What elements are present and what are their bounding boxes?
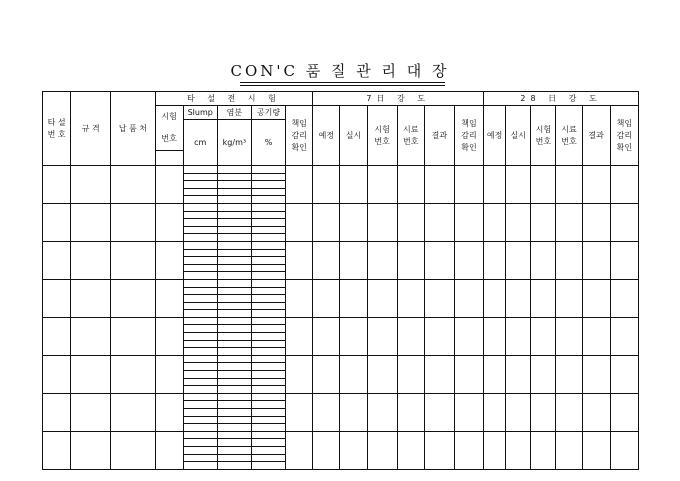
cell-data[interactable] xyxy=(556,203,582,241)
cell-data[interactable] xyxy=(610,279,638,317)
cell-data[interactable] xyxy=(531,166,556,204)
ledger-subrow xyxy=(43,431,639,439)
cell-data[interactable] xyxy=(286,431,313,469)
cell-slump[interactable] xyxy=(183,340,217,348)
title-underline-double xyxy=(240,85,445,86)
cell-salt[interactable] xyxy=(217,401,251,409)
header-28-specimen-no: 시료 번호 xyxy=(556,106,582,166)
cell-spec[interactable] xyxy=(71,203,111,241)
cell-data[interactable] xyxy=(454,166,483,204)
cell-data[interactable] xyxy=(484,393,506,431)
header-28-test-no: 시험 번호 xyxy=(531,106,556,166)
cell-salt[interactable] xyxy=(217,310,251,318)
cell-test-no[interactable] xyxy=(155,317,183,355)
header-pre-pour-test: 타 설 전 시 험 xyxy=(155,92,313,106)
cell-data[interactable] xyxy=(397,166,424,204)
cell-supplier[interactable] xyxy=(111,393,155,431)
cell-spec[interactable] xyxy=(71,241,111,279)
cell-salt[interactable] xyxy=(217,454,251,462)
cell-slump[interactable] xyxy=(183,431,217,439)
cell-slump[interactable] xyxy=(183,348,217,356)
cell-data[interactable] xyxy=(397,355,424,393)
header-7-specimen-no: 시료 번호 xyxy=(397,106,424,166)
cell-data[interactable] xyxy=(556,355,582,393)
cell-data[interactable] xyxy=(397,317,424,355)
cell-salt[interactable] xyxy=(217,264,251,272)
cell-data[interactable] xyxy=(424,431,454,469)
header-28-actual: 실시 xyxy=(506,106,531,166)
cell-data[interactable] xyxy=(286,203,313,241)
cell-salt[interactable] xyxy=(217,203,251,211)
cell-data[interactable] xyxy=(340,431,367,469)
cell-salt[interactable] xyxy=(217,287,251,295)
cell-air[interactable] xyxy=(251,393,285,401)
cell-data[interactable] xyxy=(506,279,531,317)
cell-salt[interactable] xyxy=(217,196,251,204)
cell-slump[interactable] xyxy=(183,378,217,386)
header-7-actual: 실시 xyxy=(340,106,367,166)
header-spacer xyxy=(155,151,183,166)
cell-spec[interactable] xyxy=(71,393,111,431)
cell-data[interactable] xyxy=(340,241,367,279)
cell-data[interactable] xyxy=(531,279,556,317)
header-28-planned: 예정 xyxy=(484,106,506,166)
header-test-no: 시험 번호 xyxy=(155,106,183,151)
cell-spec[interactable] xyxy=(71,317,111,355)
cell-data[interactable] xyxy=(610,203,638,241)
cell-air[interactable] xyxy=(251,166,285,174)
cell-data[interactable] xyxy=(556,241,582,279)
cell-data[interactable] xyxy=(582,166,610,204)
cell-data[interactable] xyxy=(340,393,367,431)
header-salt-unit: kg/m³ xyxy=(217,120,251,166)
cell-data[interactable] xyxy=(340,317,367,355)
header-air-unit: % xyxy=(251,120,285,166)
header-air: 공기량 xyxy=(251,106,285,120)
cell-pour-no[interactable] xyxy=(43,203,71,241)
cell-data[interactable] xyxy=(610,241,638,279)
cell-salt[interactable] xyxy=(217,355,251,363)
cell-air[interactable] xyxy=(251,340,285,348)
ledger-subrow xyxy=(43,279,639,287)
cell-air[interactable] xyxy=(251,371,285,379)
cell-data[interactable] xyxy=(367,279,397,317)
cell-air[interactable] xyxy=(251,386,285,394)
cell-air[interactable] xyxy=(251,439,285,447)
cell-slump[interactable] xyxy=(183,234,217,242)
cell-air[interactable] xyxy=(251,287,285,295)
cell-data[interactable] xyxy=(454,203,483,241)
cell-data[interactable] xyxy=(286,355,313,393)
header-slump: Slump xyxy=(183,106,217,120)
cell-data[interactable] xyxy=(340,203,367,241)
cell-spec[interactable] xyxy=(71,355,111,393)
header-7day-strength: 7日 강 도 xyxy=(313,92,484,106)
cell-data[interactable] xyxy=(556,279,582,317)
cell-salt[interactable] xyxy=(217,439,251,447)
cell-data[interactable] xyxy=(313,166,340,204)
cell-data[interactable] xyxy=(484,355,506,393)
cell-data[interactable] xyxy=(484,431,506,469)
cell-data[interactable] xyxy=(286,393,313,431)
cell-salt[interactable] xyxy=(217,340,251,348)
cell-air[interactable] xyxy=(251,257,285,265)
title-underline xyxy=(240,82,445,83)
cell-slump[interactable] xyxy=(183,196,217,204)
cell-data[interactable] xyxy=(313,355,340,393)
cell-data[interactable] xyxy=(484,241,506,279)
cell-salt[interactable] xyxy=(217,462,251,470)
cell-slump[interactable] xyxy=(183,317,217,325)
cell-data[interactable] xyxy=(556,317,582,355)
cell-data[interactable] xyxy=(556,393,582,431)
ledger-subrow xyxy=(43,393,639,401)
cell-supplier[interactable] xyxy=(111,203,155,241)
cell-data[interactable] xyxy=(454,279,483,317)
cell-salt[interactable] xyxy=(217,234,251,242)
cell-slump[interactable] xyxy=(183,241,217,249)
cell-data[interactable] xyxy=(424,203,454,241)
cell-slump[interactable] xyxy=(183,401,217,409)
cell-air[interactable] xyxy=(251,416,285,424)
header-28-result: 결과 xyxy=(582,106,610,166)
cell-slump[interactable] xyxy=(183,424,217,432)
cell-salt[interactable] xyxy=(217,386,251,394)
cell-slump[interactable] xyxy=(183,166,217,174)
cell-air[interactable] xyxy=(251,462,285,470)
cell-slump[interactable] xyxy=(183,257,217,265)
cell-data[interactable] xyxy=(397,279,424,317)
cell-air[interactable] xyxy=(251,264,285,272)
cell-slump[interactable] xyxy=(183,355,217,363)
cell-data[interactable] xyxy=(340,279,367,317)
cell-data[interactable] xyxy=(367,241,397,279)
cell-data[interactable] xyxy=(484,279,506,317)
cell-salt[interactable] xyxy=(217,317,251,325)
cell-data[interactable] xyxy=(424,279,454,317)
cell-data[interactable] xyxy=(454,355,483,393)
cell-air[interactable] xyxy=(251,317,285,325)
cell-air[interactable] xyxy=(251,295,285,303)
cell-data[interactable] xyxy=(313,279,340,317)
ledger-subrow xyxy=(43,241,639,249)
cell-air[interactable] xyxy=(251,188,285,196)
ledger-subrow xyxy=(43,166,639,174)
cell-test-no[interactable] xyxy=(155,203,183,241)
cell-salt[interactable] xyxy=(217,416,251,424)
cell-slump[interactable] xyxy=(183,264,217,272)
cell-data[interactable] xyxy=(340,355,367,393)
cell-data[interactable] xyxy=(313,431,340,469)
header-7-confirm: 책임 감리 확인 xyxy=(454,106,483,166)
cell-salt[interactable] xyxy=(217,226,251,234)
cell-data[interactable] xyxy=(286,241,313,279)
cell-data[interactable] xyxy=(424,355,454,393)
quality-ledger-table xyxy=(42,91,639,470)
cell-salt[interactable] xyxy=(217,295,251,303)
ledger-subrow xyxy=(43,317,639,325)
cell-salt[interactable] xyxy=(217,431,251,439)
cell-data[interactable] xyxy=(424,166,454,204)
cell-slump[interactable] xyxy=(183,446,217,454)
cell-salt[interactable] xyxy=(217,173,251,181)
cell-data[interactable] xyxy=(484,166,506,204)
cell-slump[interactable] xyxy=(183,226,217,234)
cell-data[interactable] xyxy=(340,166,367,204)
cell-air[interactable] xyxy=(251,431,285,439)
cell-slump[interactable] xyxy=(183,203,217,211)
cell-air[interactable] xyxy=(251,279,285,287)
cell-air[interactable] xyxy=(251,378,285,386)
cell-slump[interactable] xyxy=(183,211,217,219)
cell-test-no[interactable] xyxy=(155,241,183,279)
cell-slump[interactable] xyxy=(183,416,217,424)
cell-slump[interactable] xyxy=(183,295,217,303)
header-7-test-no: 시험 번호 xyxy=(367,106,397,166)
cell-data[interactable] xyxy=(582,355,610,393)
cell-salt[interactable] xyxy=(217,333,251,341)
header-salt: 염분 xyxy=(217,106,251,120)
cell-supplier[interactable] xyxy=(111,279,155,317)
cell-test-no[interactable] xyxy=(155,431,183,469)
cell-data[interactable] xyxy=(610,317,638,355)
cell-air[interactable] xyxy=(251,325,285,333)
header-slump-unit: cm xyxy=(183,120,217,166)
cell-data[interactable] xyxy=(367,166,397,204)
cell-salt[interactable] xyxy=(217,393,251,401)
header-spec: 규 격 xyxy=(71,92,111,166)
cell-test-no[interactable] xyxy=(155,166,183,204)
cell-air[interactable] xyxy=(251,196,285,204)
cell-slump[interactable] xyxy=(183,272,217,280)
cell-pour-no[interactable] xyxy=(43,431,71,469)
cell-air[interactable] xyxy=(251,424,285,432)
cell-salt[interactable] xyxy=(217,348,251,356)
cell-data[interactable] xyxy=(313,393,340,431)
cell-data[interactable] xyxy=(397,241,424,279)
cell-salt[interactable] xyxy=(217,188,251,196)
cell-data[interactable] xyxy=(506,355,531,393)
header-pour-no: 타 설 번 호 xyxy=(43,92,71,166)
cell-pour-no[interactable] xyxy=(43,355,71,393)
cell-data[interactable] xyxy=(506,431,531,469)
cell-salt[interactable] xyxy=(217,257,251,265)
cell-data[interactable] xyxy=(397,431,424,469)
cell-data[interactable] xyxy=(397,203,424,241)
cell-slump[interactable] xyxy=(183,409,217,417)
cell-pour-no[interactable] xyxy=(43,393,71,431)
cell-data[interactable] xyxy=(582,393,610,431)
cell-slump[interactable] xyxy=(183,454,217,462)
header-7-result: 결과 xyxy=(424,106,454,166)
cell-supplier[interactable] xyxy=(111,431,155,469)
cell-air[interactable] xyxy=(251,310,285,318)
cell-data[interactable] xyxy=(367,355,397,393)
cell-slump[interactable] xyxy=(183,462,217,470)
cell-salt[interactable] xyxy=(217,181,251,189)
cell-data[interactable] xyxy=(397,393,424,431)
cell-test-no[interactable] xyxy=(155,279,183,317)
cell-salt[interactable] xyxy=(217,241,251,249)
cell-data[interactable] xyxy=(424,241,454,279)
cell-air[interactable] xyxy=(251,333,285,341)
cell-air[interactable] xyxy=(251,241,285,249)
cell-salt[interactable] xyxy=(217,424,251,432)
cell-salt[interactable] xyxy=(217,272,251,280)
cell-data[interactable] xyxy=(506,166,531,204)
cell-data[interactable] xyxy=(506,241,531,279)
cell-pour-no[interactable] xyxy=(43,166,71,204)
header-28-confirm: 책임 감리 확인 xyxy=(610,106,638,166)
cell-air[interactable] xyxy=(251,363,285,371)
cell-salt[interactable] xyxy=(217,363,251,371)
cell-air[interactable] xyxy=(251,302,285,310)
cell-spec[interactable] xyxy=(71,279,111,317)
ledger-subrow xyxy=(43,203,639,211)
ledger-subrow xyxy=(43,355,639,363)
cell-data[interactable] xyxy=(531,393,556,431)
header-supplier: 납 품 처 xyxy=(111,92,155,166)
cell-slump[interactable] xyxy=(183,386,217,394)
document-title: CON'C 품 질 관 리 대 장 xyxy=(230,62,450,80)
cell-data[interactable] xyxy=(313,317,340,355)
cell-salt[interactable] xyxy=(217,302,251,310)
cell-data[interactable] xyxy=(582,203,610,241)
cell-slump[interactable] xyxy=(183,279,217,287)
cell-supplier[interactable] xyxy=(111,241,155,279)
cell-slump[interactable] xyxy=(183,249,217,257)
cell-data[interactable] xyxy=(531,317,556,355)
header-7-planned: 예정 xyxy=(313,106,340,166)
cell-air[interactable] xyxy=(251,454,285,462)
cell-data[interactable] xyxy=(582,279,610,317)
cell-data[interactable] xyxy=(367,393,397,431)
cell-data[interactable] xyxy=(531,203,556,241)
cell-data[interactable] xyxy=(556,166,582,204)
cell-data[interactable] xyxy=(454,317,483,355)
cell-salt[interactable] xyxy=(217,219,251,227)
cell-data[interactable] xyxy=(424,317,454,355)
cell-pour-no[interactable] xyxy=(43,317,71,355)
cell-slump[interactable] xyxy=(183,439,217,447)
cell-air[interactable] xyxy=(251,272,285,280)
cell-data[interactable] xyxy=(531,241,556,279)
cell-air[interactable] xyxy=(251,249,285,257)
cell-data[interactable] xyxy=(424,393,454,431)
cell-data[interactable] xyxy=(582,317,610,355)
cell-slump[interactable] xyxy=(183,188,217,196)
cell-salt[interactable] xyxy=(217,279,251,287)
cell-data[interactable] xyxy=(286,279,313,317)
cell-data[interactable] xyxy=(531,431,556,469)
cell-data[interactable] xyxy=(286,166,313,204)
cell-salt[interactable] xyxy=(217,378,251,386)
header-28day-strength: 28 日 강 도 xyxy=(484,92,639,106)
cell-data[interactable] xyxy=(506,203,531,241)
cell-slump[interactable] xyxy=(183,173,217,181)
cell-air[interactable] xyxy=(251,446,285,454)
cell-data[interactable] xyxy=(556,431,582,469)
cell-air[interactable] xyxy=(251,181,285,189)
cell-data[interactable] xyxy=(531,355,556,393)
cell-data[interactable] xyxy=(484,203,506,241)
cell-salt[interactable] xyxy=(217,166,251,174)
cell-pour-no[interactable] xyxy=(43,279,71,317)
cell-slump[interactable] xyxy=(183,333,217,341)
cell-data[interactable] xyxy=(506,317,531,355)
cell-data[interactable] xyxy=(610,431,638,469)
cell-data[interactable] xyxy=(286,317,313,355)
cell-salt[interactable] xyxy=(217,409,251,417)
cell-salt[interactable] xyxy=(217,371,251,379)
cell-data[interactable] xyxy=(313,241,340,279)
cell-data[interactable] xyxy=(610,166,638,204)
cell-slump[interactable] xyxy=(183,219,217,227)
cell-air[interactable] xyxy=(251,355,285,363)
cell-data[interactable] xyxy=(506,393,531,431)
cell-data[interactable] xyxy=(367,317,397,355)
cell-slump[interactable] xyxy=(183,181,217,189)
cell-data[interactable] xyxy=(367,203,397,241)
cell-test-no[interactable] xyxy=(155,355,183,393)
cell-data[interactable] xyxy=(582,241,610,279)
cell-data[interactable] xyxy=(454,241,483,279)
cell-spec[interactable] xyxy=(71,166,111,204)
cell-air[interactable] xyxy=(251,173,285,181)
cell-salt[interactable] xyxy=(217,211,251,219)
cell-data[interactable] xyxy=(454,393,483,431)
cell-slump[interactable] xyxy=(183,325,217,333)
cell-slump[interactable] xyxy=(183,302,217,310)
cell-spec[interactable] xyxy=(71,431,111,469)
cell-air[interactable] xyxy=(251,203,285,211)
header-pre-confirm: 책임 감리 확인 xyxy=(286,106,313,166)
cell-data[interactable] xyxy=(367,431,397,469)
cell-supplier[interactable] xyxy=(111,166,155,204)
cell-supplier[interactable] xyxy=(111,355,155,393)
cell-slump[interactable] xyxy=(183,363,217,371)
cell-pour-no[interactable] xyxy=(43,241,71,279)
cell-test-no[interactable] xyxy=(155,393,183,431)
cell-air[interactable] xyxy=(251,401,285,409)
cell-air[interactable] xyxy=(251,348,285,356)
cell-salt[interactable] xyxy=(217,325,251,333)
cell-data[interactable] xyxy=(484,317,506,355)
cell-slump[interactable] xyxy=(183,287,217,295)
cell-air[interactable] xyxy=(251,226,285,234)
cell-slump[interactable] xyxy=(183,371,217,379)
cell-slump[interactable] xyxy=(183,393,217,401)
cell-air[interactable] xyxy=(251,211,285,219)
cell-supplier[interactable] xyxy=(111,317,155,355)
cell-data[interactable] xyxy=(313,203,340,241)
cell-air[interactable] xyxy=(251,234,285,242)
cell-air[interactable] xyxy=(251,219,285,227)
cell-data[interactable] xyxy=(582,431,610,469)
cell-salt[interactable] xyxy=(217,249,251,257)
cell-data[interactable] xyxy=(610,393,638,431)
cell-data[interactable] xyxy=(610,355,638,393)
cell-data[interactable] xyxy=(454,431,483,469)
cell-salt[interactable] xyxy=(217,446,251,454)
cell-air[interactable] xyxy=(251,409,285,417)
cell-slump[interactable] xyxy=(183,310,217,318)
